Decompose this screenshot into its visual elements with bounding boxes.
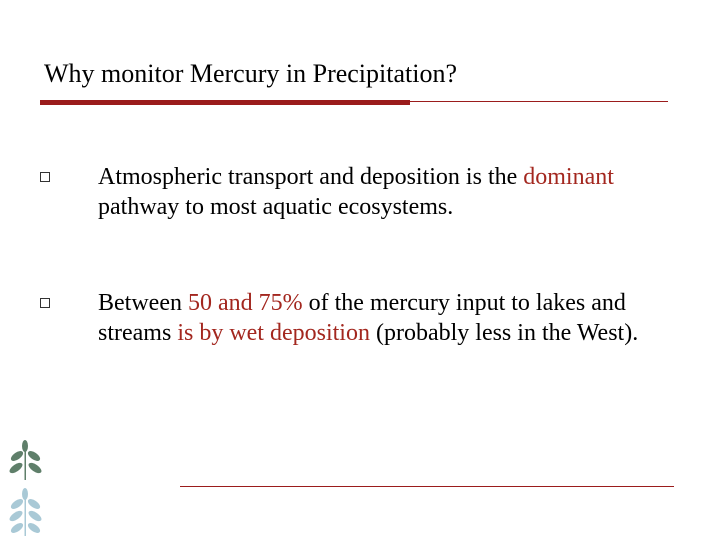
bullet-highlight: 50 and 75% [187, 290, 303, 316]
leaf-branch-icon [6, 438, 46, 538]
bullet-text [98, 290, 638, 346]
footer-rule [180, 486, 674, 487]
title-underline-thin [410, 101, 668, 102]
hollow-square-icon [40, 172, 50, 182]
slide-title: Why monitor Mercury in Precipitation? [44, 59, 458, 88]
bullet-segment: pathway to most aquatic ecosystems. [98, 194, 454, 220]
title-underline-thick [40, 100, 410, 105]
bullet-item [40, 162, 680, 222]
bullet-highlight: dominant [523, 164, 614, 190]
bullet-text [98, 164, 614, 220]
bullet-item [40, 288, 680, 348]
bullet-highlight: is by wet deposition [177, 320, 370, 346]
bullet-segment: Between [98, 290, 188, 316]
bullet-segment: Atmospheric transport and deposition is the [98, 164, 524, 190]
bullet-list [40, 162, 680, 348]
bullet-segment: (probably less in the West). [369, 320, 639, 346]
hollow-square-icon [40, 298, 50, 308]
bullet-segment: of the mercury input to lakes and streams [98, 290, 626, 346]
